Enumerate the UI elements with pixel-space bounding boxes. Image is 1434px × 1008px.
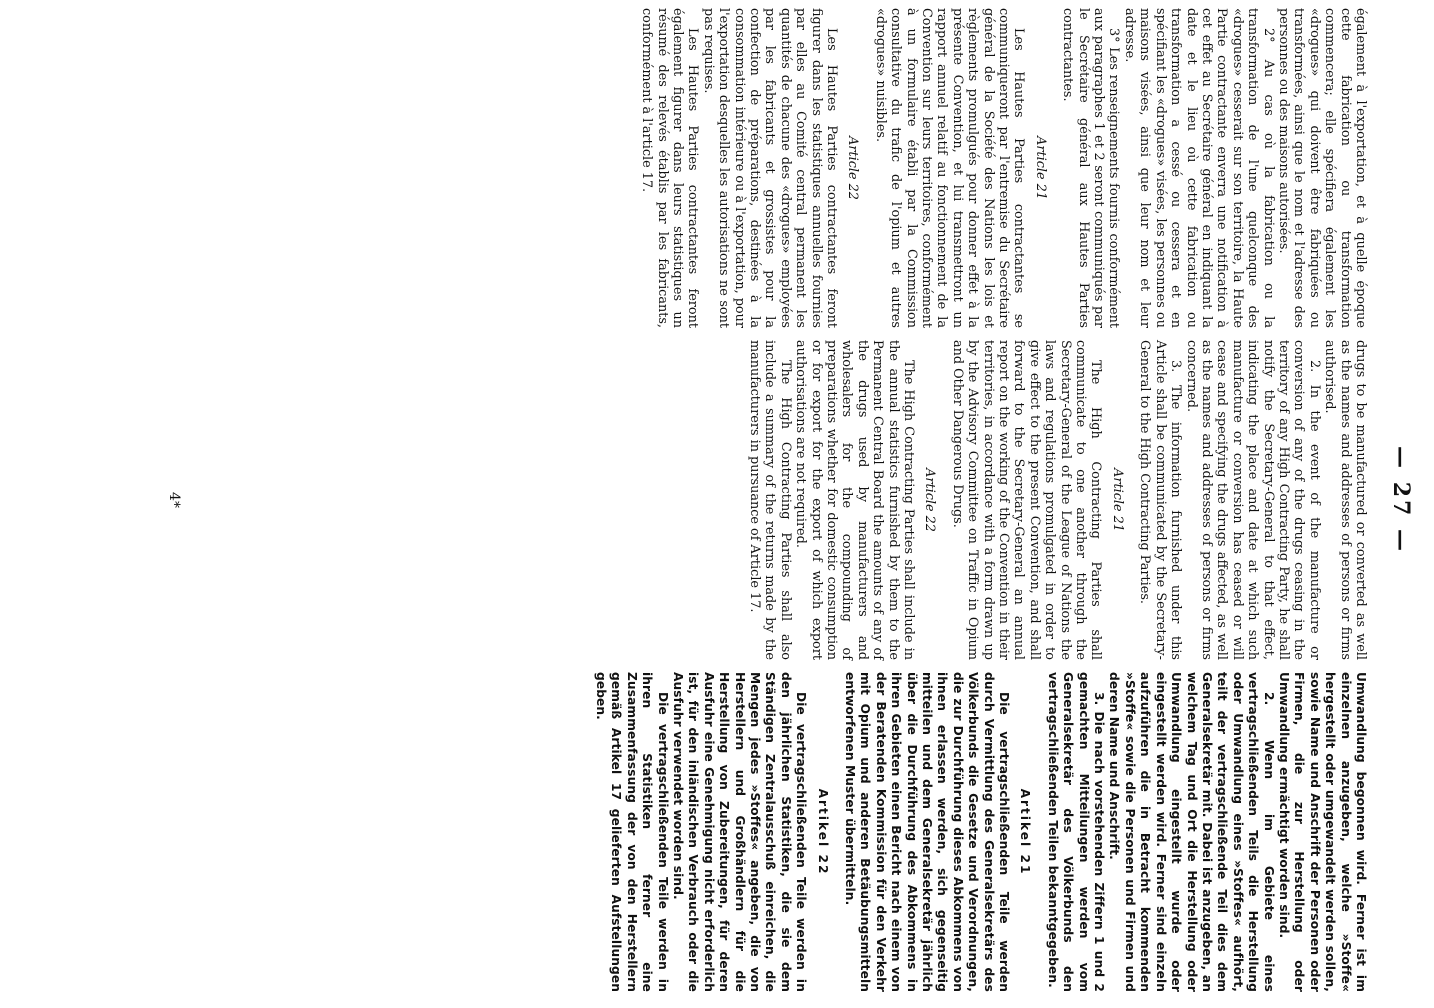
fr-article-22-heading: Article 22	[845, 136, 861, 200]
en-continuation: drugs to be manufactured or converted as well as the names and addresses of persons or firms authorised.	[1322, 340, 1368, 660]
fr-article-22-paragraph-2: Les Hautes Parties contractantes feront également figurer dans leurs statistiques un résumé des relevés établis par les fabricants, conformément à l'article 17.	[639, 8, 701, 328]
de-article-21-heading: Artikel 21	[1018, 788, 1033, 876]
de-paragraph-2: 2. Wenn im Gebiete eines vertragschließenden Teils die Herstellung oder Umwandlung eines »Stoffes« aufhört, teilt der vertragschließende Teil dies dem Generalsekretär mit. Dabei ist anzugeben, an welchem Tag und Ort die Herstellung oder Umwandlung eingestellt wurde oder eingestellt werden wird. Ferner sind einzeln aufzuführen die in Betracht kommenden »Stoffe« sowie die Personen und Firmen und deren Name und Anschrift.	[1107, 672, 1276, 992]
en-article-22-heading: Article 22	[922, 468, 938, 532]
fr-paragraph-2: 2° Au cas où la fabrication ou la transformation de l'une quelconque des «drogues» cesserait sur son territoire, la Haute Partie contractante enverra une notification à cet effet au Secrétaire général en indiquant la date et le lieu où cette fabrication ou transformation a cessé ou cessera et en spécifiant les «drogues» visées, les personnes ou maisons visées, ainsi que leur nom et leur adresse.	[1121, 8, 1276, 328]
de-continuation: Umwandlung begonnen wird. Ferner ist im einzelnen anzugeben, welche »Stoffe« hergestellt oder umgewandelt werden sollen, sowie Name und Anschrift der Personen oder Firmen, die zur Herstellung oder Umwandlung ermächtigt worden sind.	[1276, 672, 1368, 992]
signature-mark: 4*	[166, 492, 182, 508]
en-article-22-paragraph-1: The High Contracting Parties shall include in the annual statistics furnished by them to the Permanent Central Board the amounts of any of the drugs used by manufacturers and wholesalers for the compounding of preparations whether for domestic consumption or for export for the export of which export authorisations are not required.	[793, 340, 917, 660]
english-column	[747, 340, 1368, 660]
french-column	[639, 8, 1368, 328]
fr-article-21-text: Les Hautes Parties contractantes se communiqueront par l'entremise du Secrétaire général de la Société des Nations les lois et règlements promulgués pour donner effet à la présente Convention, et lui transmettront un rapport annuel relatif au fonctionnement de la Convention sur leurs territoires, conformément à un formulaire établi par la Commission consultative du trafic de l'opium et autres «drogues» nuisibles.	[872, 8, 1027, 328]
fr-continuation: également à l'exportation, et à quelle époque cette fabrication ou transformation commencera; elle spécifiera également les «drogues» qui doivent être fabriquées ou transformées, ainsi que le nom et l'adresse des personnes ou des maisons autorisées.	[1275, 8, 1368, 328]
de-article-22-paragraph-2: Die vertragschließenden Teile werden in ihren Statistiken ferner eine Zusammenfassung der von den Herstellern gemäß Artikel 17 gelieferten Aufstellungen geben.	[593, 672, 670, 992]
en-article-22-paragraph-2: The High Contracting Parties shall also include a summary of the returns made by the manufacturers in pursuance of Article 17.	[746, 340, 793, 660]
en-article-21-heading: Article 21	[1109, 468, 1125, 532]
en-paragraph-3: 3. The information furnished under this Article shall be communicated by the Secretary-General to the High Contracting Parties.	[1137, 340, 1184, 660]
en-article-21-text: The High Contracting Parties shall communicate to one another through the Secretary-General of the League of Nations the laws and regulations promulgated in order to give effect to the present Convention, and shall forward to the Secretary-General an annual report on the working of the Convention in their territories, in accordance with a form drawn up by the Advisory Committee on Traffic in Opium and Other Dangerous Drugs.	[949, 340, 1104, 660]
en-paragraph-2: 2. In the event of the manufacture or conversion of any of the drugs ceasing in the territory of any High Contracting Party, he shall notify the Secretary-General to that effect, indicating the place and date at which such manufacture or conversion has ceased or will cease and specifying the drugs affected, as well as the names and addresses of persons or firms concerned.	[1183, 340, 1322, 660]
german-column	[593, 672, 1369, 992]
fr-article-21-heading: Article 21	[1032, 136, 1048, 200]
page-number: — 27 —	[1388, 446, 1414, 554]
de-article-21-text: Die vertragschließenden Teile werden durch Vermittlung des Generalsekretärs des Völkerbunds die Gesetze und Verordnungen, die zur Durchführung dieses Abkommens von ihnen erlassen werden, sich gegenseitig mitteilen und dem Generalsekretär jährlich über die Durchführung des Abkommens in ihren Gebieten einen Bericht nach einem von der Beratenden Kommission für den Verkehr mit Opium und anderen Betäubungsmitteln entworfenen Muster übermitteln.	[843, 672, 1012, 992]
de-article-22-paragraph-1: Die vertragschließenden Teile werden in den jährlichen Statistiken, die sie dem Ständigen Zentralausschuß einreichen, die Mengen jedes »Stoffes« angeben, die von Herstellern und Großhändlern für die Herstellung von Zubereitungen, für deren Ausfuhr eine Genehmigung nicht erforderlich ist, für den inländischen Verbrauch oder die Ausfuhr verwendet worden sind.	[670, 672, 809, 992]
de-paragraph-3: 3. Die nach vorstehenden Ziffern 1 und 2 gemachten Mitteilungen werden vom Generalsekretär des Völkerbunds den vertragschließenden Teilen bekanntgegeben.	[1045, 672, 1107, 992]
fr-article-22-paragraph-1: Les Hautes Parties contractantes feront figurer dans les statistiques annuelles fournies par elles au Comité central permanent les quantités de chacune des «drogues» employées par les fabricants et grossistes pour la confection de préparations, destinées à la consommation intérieure ou à l'exportation, pour l'exportation desquelles les autorisations ne sont pas requises.	[700, 8, 839, 328]
fr-paragraph-3: 3° Les renseignements fournis conformément aux paragraphes 1 et 2 seront communiqués par le Secrétaire général aux Hautes Parties contractantes.	[1060, 8, 1122, 328]
de-article-22-heading: Artikel 22	[815, 788, 830, 876]
